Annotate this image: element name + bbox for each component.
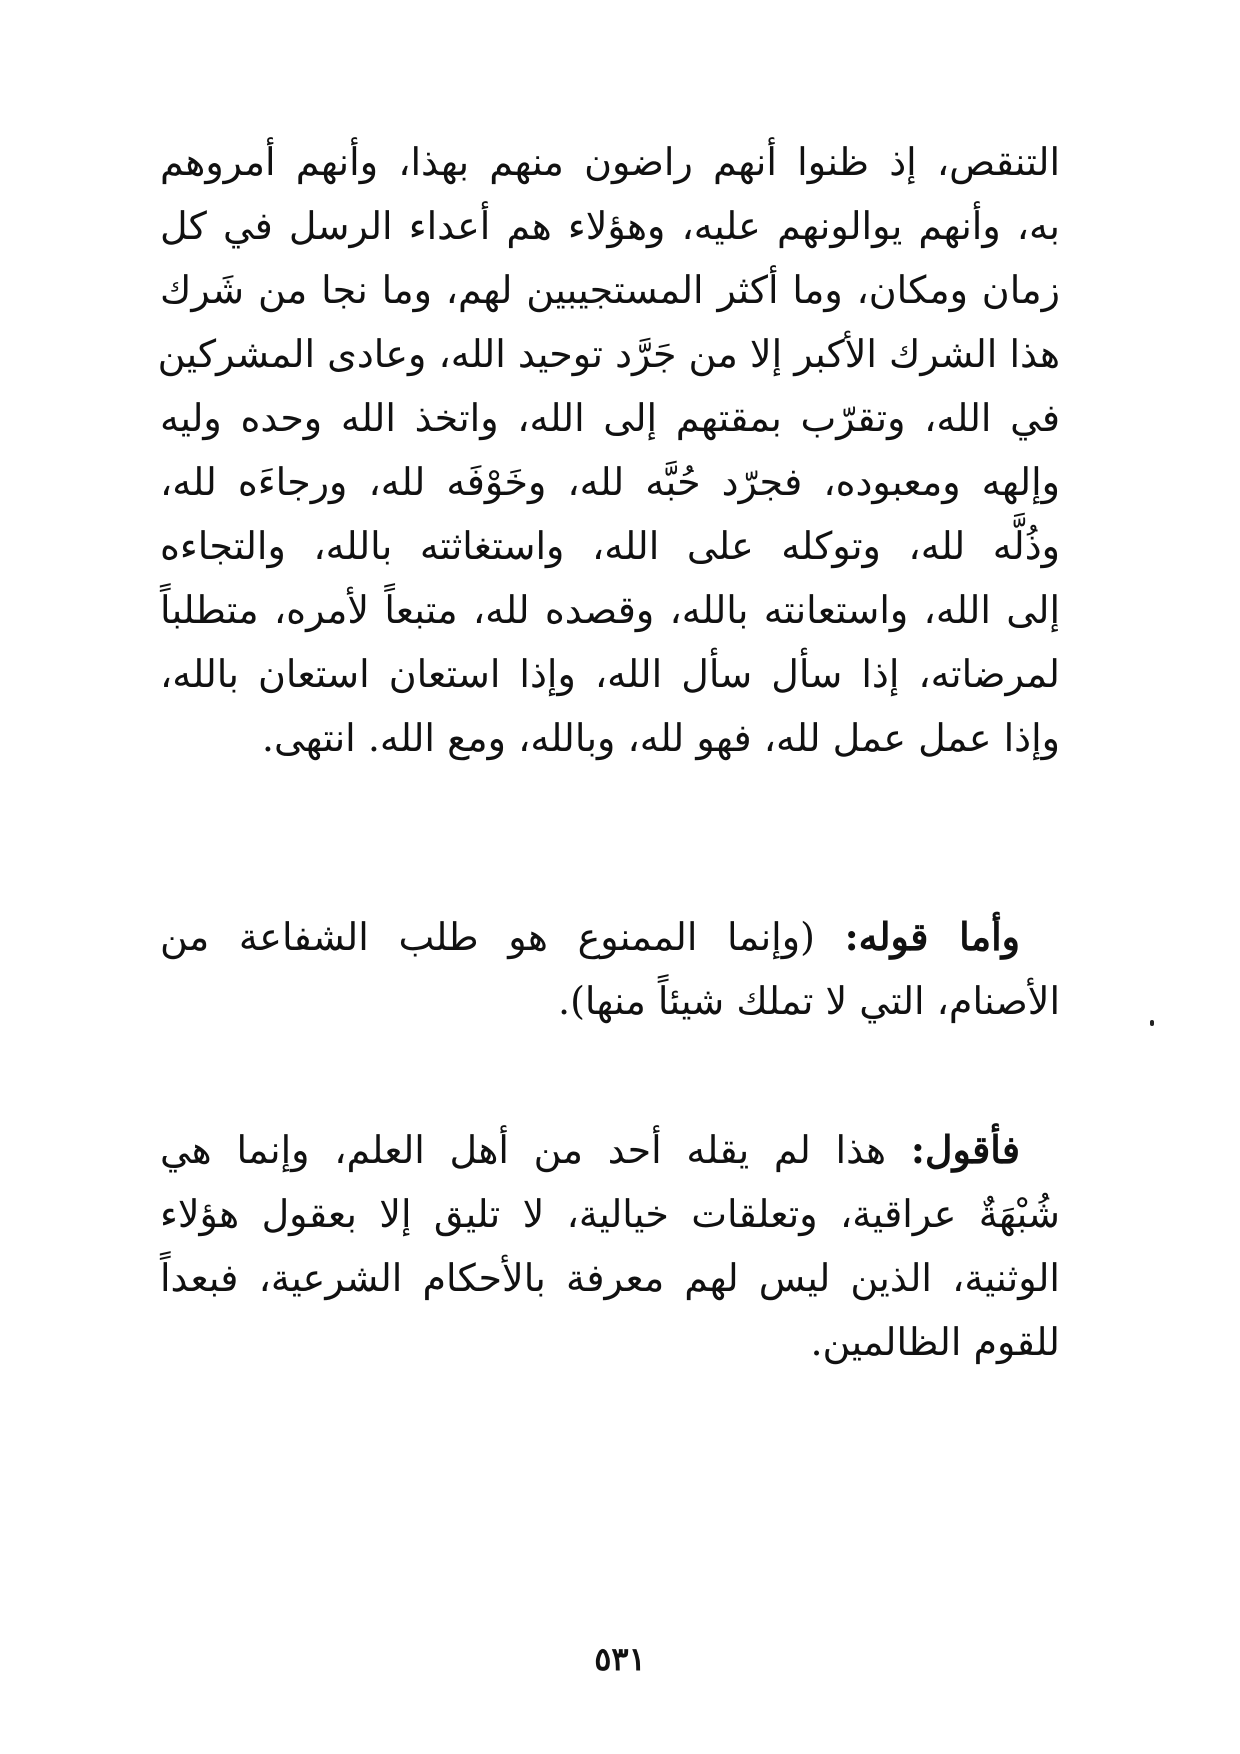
paragraph-line: لمرضاته، إذا سأل سأل الله، وإذا استعان استعان بالله، [160,652,1060,696]
paragraph-1 [157,130,1060,770]
paragraph-line: الوثنية، الذين ليس لهم معرفة بالأحكام الشرعية، فبعداً [160,1256,1060,1300]
paragraph-line: في الله، وتقرّب بمقتهم إلى الله، واتخذ الله وحده وليه [160,396,1060,440]
paragraph-lead: وأما قوله: [844,914,1020,959]
paragraph-line: إلى الله، واستعانته بالله، وقصده لله، متبعاً لأمره، متطلباً [160,588,1060,632]
paragraph-line-with-lead [160,905,1060,969]
page-number: ٥٣١ [594,1640,646,1678]
paragraph-line: التنقص، إذ ظنوا أنهم راضون منهم بهذا، وأنهم أمروهم [160,140,1060,184]
paragraph-3 [160,1118,1060,1374]
paragraph-line: وإلهه ومعبوده، فجرّد حُبَّه لله، وخَوْفَه لله، ورجاءَه لله، [160,460,1060,504]
paragraph-line-text: (وإنما الممنوع هو طلب الشفاعة من [160,915,845,959]
paragraph-line: وذُلَّه لله، وتوكله على الله، واستغاثته بالله، والتجاءه [160,524,1060,568]
paragraph-lead: فأقول: [910,1127,1020,1172]
paragraph-line: وإذا عمل عمل لله، فهو لله، وبالله، ومع الله. انتهى. [261,716,1060,760]
paragraph-line-with-lead [160,1118,1060,1182]
paragraph-2 [160,905,1060,1033]
paragraph-line: به، وأنهم يوالونهم عليه، وهؤلاء هم أعداء الرسل في كل [160,204,1060,248]
scan-speck [1150,1020,1154,1026]
paragraph-line: زمان ومكان، وما أكثر المستجيبين لهم، وما نجا من شَرك [160,268,1060,312]
paragraph-line: للقوم الظالمين. [810,1320,1060,1364]
paragraph-line-text: هذا لم يقله أحد من أهل العلم، وإنما هي [160,1128,911,1172]
paragraph-line: الأصنام، التي لا تملك شيئاً منها). [558,979,1060,1023]
paragraph-line: هذا الشرك الأكبر إلا من جَرَّد توحيد الله، وعادى المشركين [157,332,1060,376]
paragraph-line: شُبْهَةٌ عراقية، وتعلقات خيالية، لا تليق إلا بعقول هؤلاء [160,1192,1060,1236]
